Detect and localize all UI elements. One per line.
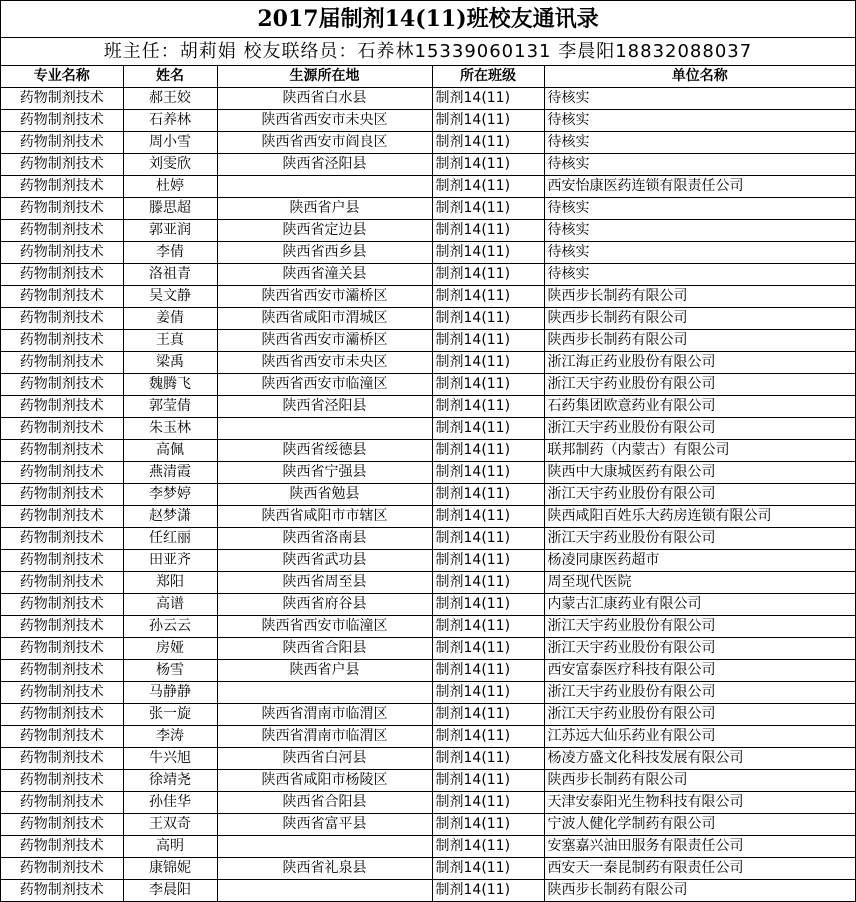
table-row <box>1 330 855 352</box>
cell-major: 药物制剂技术 <box>1 792 123 814</box>
cell-employer: 浙江天宇药业股份有限公司 <box>544 418 855 440</box>
cell-name: 徐靖尧 <box>123 770 217 792</box>
cell-name: 姜倩 <box>123 308 217 330</box>
cell-hometown: 陕西省西安市未央区 <box>217 352 432 374</box>
cell-class: 制剂14(11) <box>432 748 544 770</box>
cell-major: 药物制剂技术 <box>1 352 123 374</box>
cell-hometown: 陕西省西乡县 <box>217 242 432 264</box>
table-body <box>1 88 855 902</box>
cell-hometown: 陕西省绥德县 <box>217 440 432 462</box>
table-row <box>1 264 855 286</box>
cell-employer: 石药集团欧意药业有限公司 <box>544 396 855 418</box>
cell-employer: 待核实 <box>544 264 855 286</box>
cell-name: 康锦妮 <box>123 858 217 880</box>
col-header-class: 所在班级 <box>432 66 544 88</box>
cell-name: 高明 <box>123 836 217 858</box>
cell-major: 药物制剂技术 <box>1 176 123 198</box>
cell-class: 制剂14(11) <box>432 836 544 858</box>
table-row <box>1 154 855 176</box>
cell-name: 洛祖青 <box>123 264 217 286</box>
cell-name: 王双奇 <box>123 814 217 836</box>
contact-subtitle: 班主任：胡莉娟 校友联络员：石养林15339060131 李晨阳18832088037 <box>1 38 855 66</box>
cell-employer: 浙江天宇药业股份有限公司 <box>544 704 855 726</box>
cell-hometown <box>217 880 432 902</box>
cell-hometown: 陕西省泾阳县 <box>217 396 432 418</box>
cell-name: 田亚齐 <box>123 550 217 572</box>
cell-hometown: 陕西省白河县 <box>217 748 432 770</box>
cell-name: 马静静 <box>123 682 217 704</box>
cell-name: 李倩 <box>123 242 217 264</box>
cell-major: 药物制剂技术 <box>1 308 123 330</box>
table-row <box>1 242 855 264</box>
cell-employer: 浙江天宇药业股份有限公司 <box>544 528 855 550</box>
cell-class: 制剂14(11) <box>432 880 544 902</box>
cell-class: 制剂14(11) <box>432 110 544 132</box>
cell-class: 制剂14(11) <box>432 440 544 462</box>
cell-employer: 陕西咸阳百姓乐大药房连锁有限公司 <box>544 506 855 528</box>
cell-employer: 周至现代医院 <box>544 572 855 594</box>
table-row <box>1 286 855 308</box>
cell-hometown: 陕西省泾阳县 <box>217 154 432 176</box>
cell-hometown: 陕西省西安市未央区 <box>217 110 432 132</box>
cell-name: 杜婷 <box>123 176 217 198</box>
table-row <box>1 572 855 594</box>
cell-class: 制剂14(11) <box>432 198 544 220</box>
cell-class: 制剂14(11) <box>432 88 544 110</box>
cell-employer: 天津安泰阳光生物科技有限公司 <box>544 792 855 814</box>
table-row <box>1 506 855 528</box>
cell-hometown: 陕西省西安市灞桥区 <box>217 330 432 352</box>
cell-employer: 浙江天宇药业股份有限公司 <box>544 484 855 506</box>
cell-employer: 西安富泰医疗科技有限公司 <box>544 660 855 682</box>
cell-major: 药物制剂技术 <box>1 154 123 176</box>
col-header-employer: 单位名称 <box>544 66 855 88</box>
cell-class: 制剂14(11) <box>432 154 544 176</box>
table-row <box>1 638 855 660</box>
cell-hometown <box>217 836 432 858</box>
cell-major: 药物制剂技术 <box>1 330 123 352</box>
cell-class: 制剂14(11) <box>432 418 544 440</box>
cell-employer: 陕西中大康城医药有限公司 <box>544 462 855 484</box>
cell-employer: 杨凌同康医药超市 <box>544 550 855 572</box>
cell-class: 制剂14(11) <box>432 792 544 814</box>
cell-name: 郝王姣 <box>123 88 217 110</box>
table-row <box>1 440 855 462</box>
cell-name: 孙云云 <box>123 616 217 638</box>
cell-hometown: 陕西省白水县 <box>217 88 432 110</box>
col-header-hometown: 生源所在地 <box>217 66 432 88</box>
cell-hometown: 陕西省武功县 <box>217 550 432 572</box>
cell-major: 药物制剂技术 <box>1 220 123 242</box>
table-row <box>1 484 855 506</box>
cell-major: 药物制剂技术 <box>1 770 123 792</box>
table-row <box>1 550 855 572</box>
cell-employer: 待核实 <box>544 110 855 132</box>
cell-major: 药物制剂技术 <box>1 264 123 286</box>
cell-name: 滕思超 <box>123 198 217 220</box>
cell-major: 药物制剂技术 <box>1 132 123 154</box>
cell-name: 朱玉林 <box>123 418 217 440</box>
table-row <box>1 418 855 440</box>
cell-hometown: 陕西省宁强县 <box>217 462 432 484</box>
table-row <box>1 88 855 110</box>
cell-hometown <box>217 682 432 704</box>
table-row <box>1 374 855 396</box>
cell-class: 制剂14(11) <box>432 528 544 550</box>
cell-employer: 浙江天宇药业股份有限公司 <box>544 682 855 704</box>
cell-class: 制剂14(11) <box>432 704 544 726</box>
cell-hometown: 陕西省西安市阎良区 <box>217 132 432 154</box>
cell-name: 高佩 <box>123 440 217 462</box>
cell-name: 李晨阳 <box>123 880 217 902</box>
cell-class: 制剂14(11) <box>432 660 544 682</box>
cell-hometown: 陕西省勉县 <box>217 484 432 506</box>
table-row <box>1 682 855 704</box>
cell-class: 制剂14(11) <box>432 814 544 836</box>
cell-name: 郭亚润 <box>123 220 217 242</box>
table-row <box>1 462 855 484</box>
cell-major: 药物制剂技术 <box>1 594 123 616</box>
cell-hometown: 陕西省府谷县 <box>217 594 432 616</box>
cell-employer: 杨凌方盛文化科技发展有限公司 <box>544 748 855 770</box>
cell-class: 制剂14(11) <box>432 220 544 242</box>
cell-hometown <box>217 176 432 198</box>
table-row <box>1 352 855 374</box>
cell-major: 药物制剂技术 <box>1 814 123 836</box>
cell-major: 药物制剂技术 <box>1 418 123 440</box>
cell-class: 制剂14(11) <box>432 308 544 330</box>
table-row <box>1 792 855 814</box>
cell-major: 药物制剂技术 <box>1 198 123 220</box>
page-title: 2017届制剂14(11)班校友通讯录 <box>1 1 855 38</box>
table-row <box>1 132 855 154</box>
cell-employer: 江苏远大仙乐药业有限公司 <box>544 726 855 748</box>
cell-name: 燕清霞 <box>123 462 217 484</box>
cell-major: 药物制剂技术 <box>1 836 123 858</box>
cell-employer: 陕西步长制药有限公司 <box>544 880 855 902</box>
cell-hometown: 陕西省合阳县 <box>217 638 432 660</box>
cell-major: 药物制剂技术 <box>1 638 123 660</box>
cell-major: 药物制剂技术 <box>1 462 123 484</box>
cell-class: 制剂14(11) <box>432 770 544 792</box>
cell-major: 药物制剂技术 <box>1 748 123 770</box>
table-row <box>1 770 855 792</box>
cell-major: 药物制剂技术 <box>1 528 123 550</box>
cell-employer: 浙江天宇药业股份有限公司 <box>544 616 855 638</box>
table-row <box>1 198 855 220</box>
cell-employer: 安塞嘉兴油田服务有限责任公司 <box>544 836 855 858</box>
cell-name: 房娅 <box>123 638 217 660</box>
cell-class: 制剂14(11) <box>432 616 544 638</box>
cell-major: 药物制剂技术 <box>1 880 123 902</box>
table-row <box>1 396 855 418</box>
cell-hometown: 陕西省咸阳市市辖区 <box>217 506 432 528</box>
cell-major: 药物制剂技术 <box>1 858 123 880</box>
cell-class: 制剂14(11) <box>432 726 544 748</box>
cell-class: 制剂14(11) <box>432 572 544 594</box>
cell-employer: 陕西步长制药有限公司 <box>544 286 855 308</box>
cell-major: 药物制剂技术 <box>1 88 123 110</box>
cell-hometown: 陕西省定边县 <box>217 220 432 242</box>
cell-hometown: 陕西省礼泉县 <box>217 858 432 880</box>
table-row <box>1 616 855 638</box>
cell-name: 吴文静 <box>123 286 217 308</box>
cell-major: 药物制剂技术 <box>1 484 123 506</box>
cell-major: 药物制剂技术 <box>1 242 123 264</box>
table-row <box>1 220 855 242</box>
cell-major: 药物制剂技术 <box>1 396 123 418</box>
cell-hometown: 陕西省渭南市临渭区 <box>217 726 432 748</box>
cell-name: 魏腾飞 <box>123 374 217 396</box>
cell-class: 制剂14(11) <box>432 506 544 528</box>
cell-major: 药物制剂技术 <box>1 572 123 594</box>
cell-major: 药物制剂技术 <box>1 682 123 704</box>
cell-name: 任红丽 <box>123 528 217 550</box>
cell-class: 制剂14(11) <box>432 352 544 374</box>
table-row <box>1 660 855 682</box>
cell-employer: 待核实 <box>544 154 855 176</box>
cell-hometown: 陕西省渭南市临渭区 <box>217 704 432 726</box>
cell-name: 张一旋 <box>123 704 217 726</box>
cell-name: 梁禹 <box>123 352 217 374</box>
cell-employer: 联邦制药（内蒙古）有限公司 <box>544 440 855 462</box>
cell-major: 药物制剂技术 <box>1 374 123 396</box>
cell-employer: 浙江天宇药业股份有限公司 <box>544 374 855 396</box>
table-row <box>1 836 855 858</box>
cell-major: 药物制剂技术 <box>1 616 123 638</box>
cell-class: 制剂14(11) <box>432 132 544 154</box>
cell-name: 牛兴旭 <box>123 748 217 770</box>
cell-employer: 待核实 <box>544 198 855 220</box>
col-header-name: 姓名 <box>123 66 217 88</box>
cell-name: 杨雪 <box>123 660 217 682</box>
cell-name: 李涛 <box>123 726 217 748</box>
cell-name: 李梦婷 <box>123 484 217 506</box>
cell-hometown: 陕西省周至县 <box>217 572 432 594</box>
cell-major: 药物制剂技术 <box>1 506 123 528</box>
cell-class: 制剂14(11) <box>432 264 544 286</box>
cell-major: 药物制剂技术 <box>1 704 123 726</box>
cell-employer: 内蒙古汇康药业有限公司 <box>544 594 855 616</box>
cell-employer: 陕西步长制药有限公司 <box>544 308 855 330</box>
cell-employer: 浙江天宇药业股份有限公司 <box>544 638 855 660</box>
cell-class: 制剂14(11) <box>432 682 544 704</box>
cell-class: 制剂14(11) <box>432 638 544 660</box>
cell-hometown: 陕西省合阳县 <box>217 792 432 814</box>
cell-employer: 宁波人健化学制药有限公司 <box>544 814 855 836</box>
table-row <box>1 528 855 550</box>
cell-employer: 西安怡康医药连锁有限责任公司 <box>544 176 855 198</box>
cell-employer: 陕西步长制药有限公司 <box>544 330 855 352</box>
cell-major: 药物制剂技术 <box>1 726 123 748</box>
cell-hometown: 陕西省户县 <box>217 660 432 682</box>
cell-class: 制剂14(11) <box>432 330 544 352</box>
cell-major: 药物制剂技术 <box>1 110 123 132</box>
cell-major: 药物制剂技术 <box>1 440 123 462</box>
cell-major: 药物制剂技术 <box>1 550 123 572</box>
cell-employer: 待核实 <box>544 88 855 110</box>
table-row <box>1 814 855 836</box>
table-row <box>1 880 855 902</box>
cell-hometown: 陕西省西安市灞桥区 <box>217 286 432 308</box>
cell-employer: 待核实 <box>544 242 855 264</box>
col-header-major: 专业名称 <box>1 66 123 88</box>
cell-employer: 西安天一秦昆制药有限责任公司 <box>544 858 855 880</box>
cell-class: 制剂14(11) <box>432 374 544 396</box>
cell-employer: 浙江海正药业股份有限公司 <box>544 352 855 374</box>
cell-class: 制剂14(11) <box>432 286 544 308</box>
cell-name: 孙佳华 <box>123 792 217 814</box>
cell-name: 刘雯欣 <box>123 154 217 176</box>
cell-class: 制剂14(11) <box>432 484 544 506</box>
cell-class: 制剂14(11) <box>432 858 544 880</box>
table-row <box>1 594 855 616</box>
table-header-row <box>1 66 855 88</box>
cell-employer: 陕西步长制药有限公司 <box>544 770 855 792</box>
table-row <box>1 110 855 132</box>
table-row <box>1 748 855 770</box>
alumni-table <box>1 66 855 901</box>
cell-name: 石养林 <box>123 110 217 132</box>
cell-major: 药物制剂技术 <box>1 286 123 308</box>
cell-hometown: 陕西省西安市临潼区 <box>217 616 432 638</box>
cell-name: 周小雪 <box>123 132 217 154</box>
cell-major: 药物制剂技术 <box>1 660 123 682</box>
cell-hometown: 陕西省咸阳市渭城区 <box>217 308 432 330</box>
table-row <box>1 726 855 748</box>
cell-hometown: 陕西省潼关县 <box>217 264 432 286</box>
table-row <box>1 176 855 198</box>
cell-name: 郑阳 <box>123 572 217 594</box>
cell-hometown <box>217 418 432 440</box>
cell-name: 郭莹倩 <box>123 396 217 418</box>
cell-class: 制剂14(11) <box>432 396 544 418</box>
cell-class: 制剂14(11) <box>432 550 544 572</box>
cell-hometown: 陕西省西安市临潼区 <box>217 374 432 396</box>
table-row <box>1 704 855 726</box>
cell-hometown: 陕西省户县 <box>217 198 432 220</box>
cell-hometown: 陕西省洛南县 <box>217 528 432 550</box>
cell-class: 制剂14(11) <box>432 176 544 198</box>
cell-name: 王真 <box>123 330 217 352</box>
cell-class: 制剂14(11) <box>432 594 544 616</box>
cell-class: 制剂14(11) <box>432 242 544 264</box>
table-row <box>1 858 855 880</box>
table-row <box>1 308 855 330</box>
cell-employer: 待核实 <box>544 132 855 154</box>
cell-name: 高谱 <box>123 594 217 616</box>
cell-employer: 待核实 <box>544 220 855 242</box>
cell-hometown: 陕西省咸阳市杨陵区 <box>217 770 432 792</box>
cell-name: 赵梦潇 <box>123 506 217 528</box>
cell-class: 制剂14(11) <box>432 462 544 484</box>
cell-hometown: 陕西省富平县 <box>217 814 432 836</box>
